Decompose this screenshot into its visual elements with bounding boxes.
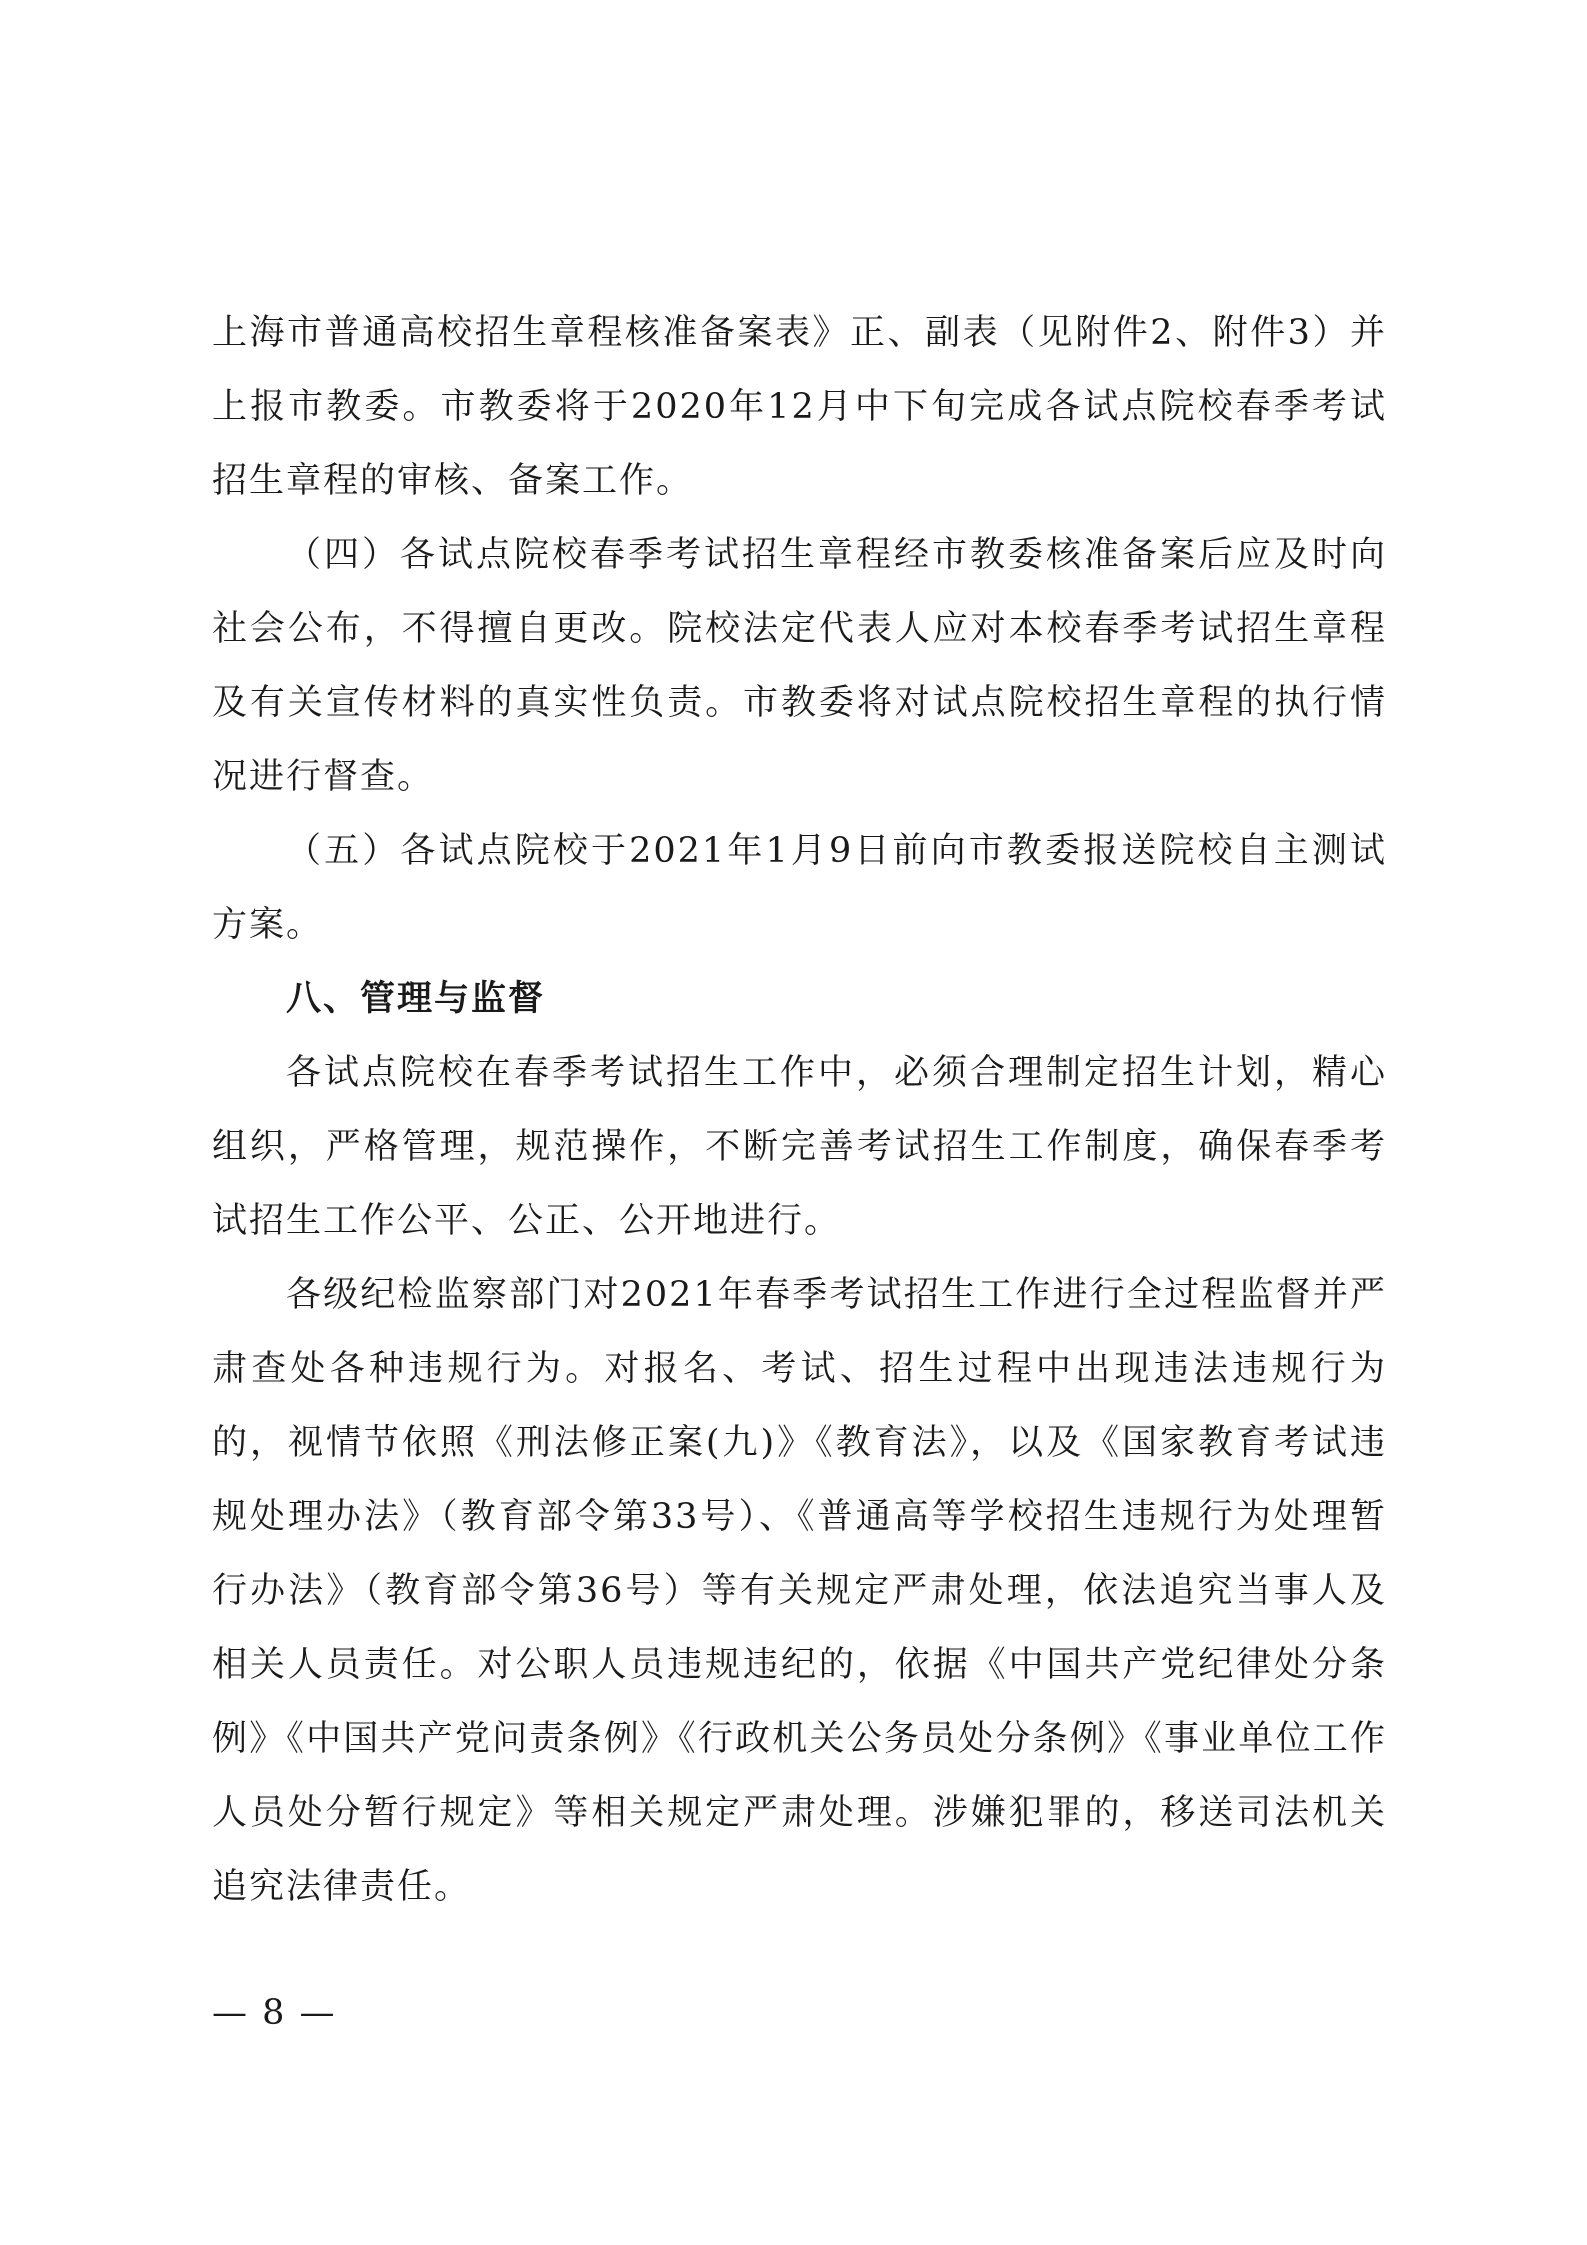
section-heading-management: 八、管理与监督	[286, 979, 546, 1019]
paragraph-item-five: （五）各试点院校于2021年1月9日前向市教委报送院校自主测试方案。	[212, 831, 1387, 945]
paragraph-management: 各试点院校在春季考试招生工作中，必须合理制定招生计划，精心组织，严格管理，规范操作，不断完善考试招生工作制度，确保春季考试招生工作公平、公正、公开地进行。	[212, 1053, 1387, 1241]
paragraph-item-four: （四）各试点院校春季考试招生章程经市教委核准备案后应及时向社会公布，不得擅自更改。院校法定代表人应对本校春季考试招生章程及有关宣传材料的真实性负责。市教委将对试点院校招生章程的执行情况进行督查。	[212, 535, 1387, 797]
page-number: — 8 —	[212, 1993, 337, 2033]
document-body	[212, 296, 1387, 1924]
paragraph-supervision: 各级纪检监察部门对2021年春季考试招生工作进行全过程监督并严肃查处各种违规行为。对报名、考试、招生过程中出现违法违规行为的，视情节依照《刑法修正案(九)》《教育法》，以及《国家教育考试违规处理办法》（教育部令第33号）、《普通高等学校招生违规行为处理暂行办法》（教育部令第36号）等有关规定严肃处理，依法追究当事人及相关人员责任。对公职人员违规违纪的，依据《中国共产党纪律处分条例》《中国共产党问责条例》《行政机关公务员处分条例》《事业单位工作人员处分暂行规定》等相关规定严肃处理。涉嫌犯罪的，移送司法机关追究法律责任。	[212, 1275, 1387, 1907]
paragraph-approval-form: 上海市普通高校招生章程核准备案表》正、副表（见附件2、附件3）并上报市教委。市教委将于2020年12月中下旬完成各试点院校春季考试招生章程的审核、备案工作。	[212, 313, 1387, 501]
